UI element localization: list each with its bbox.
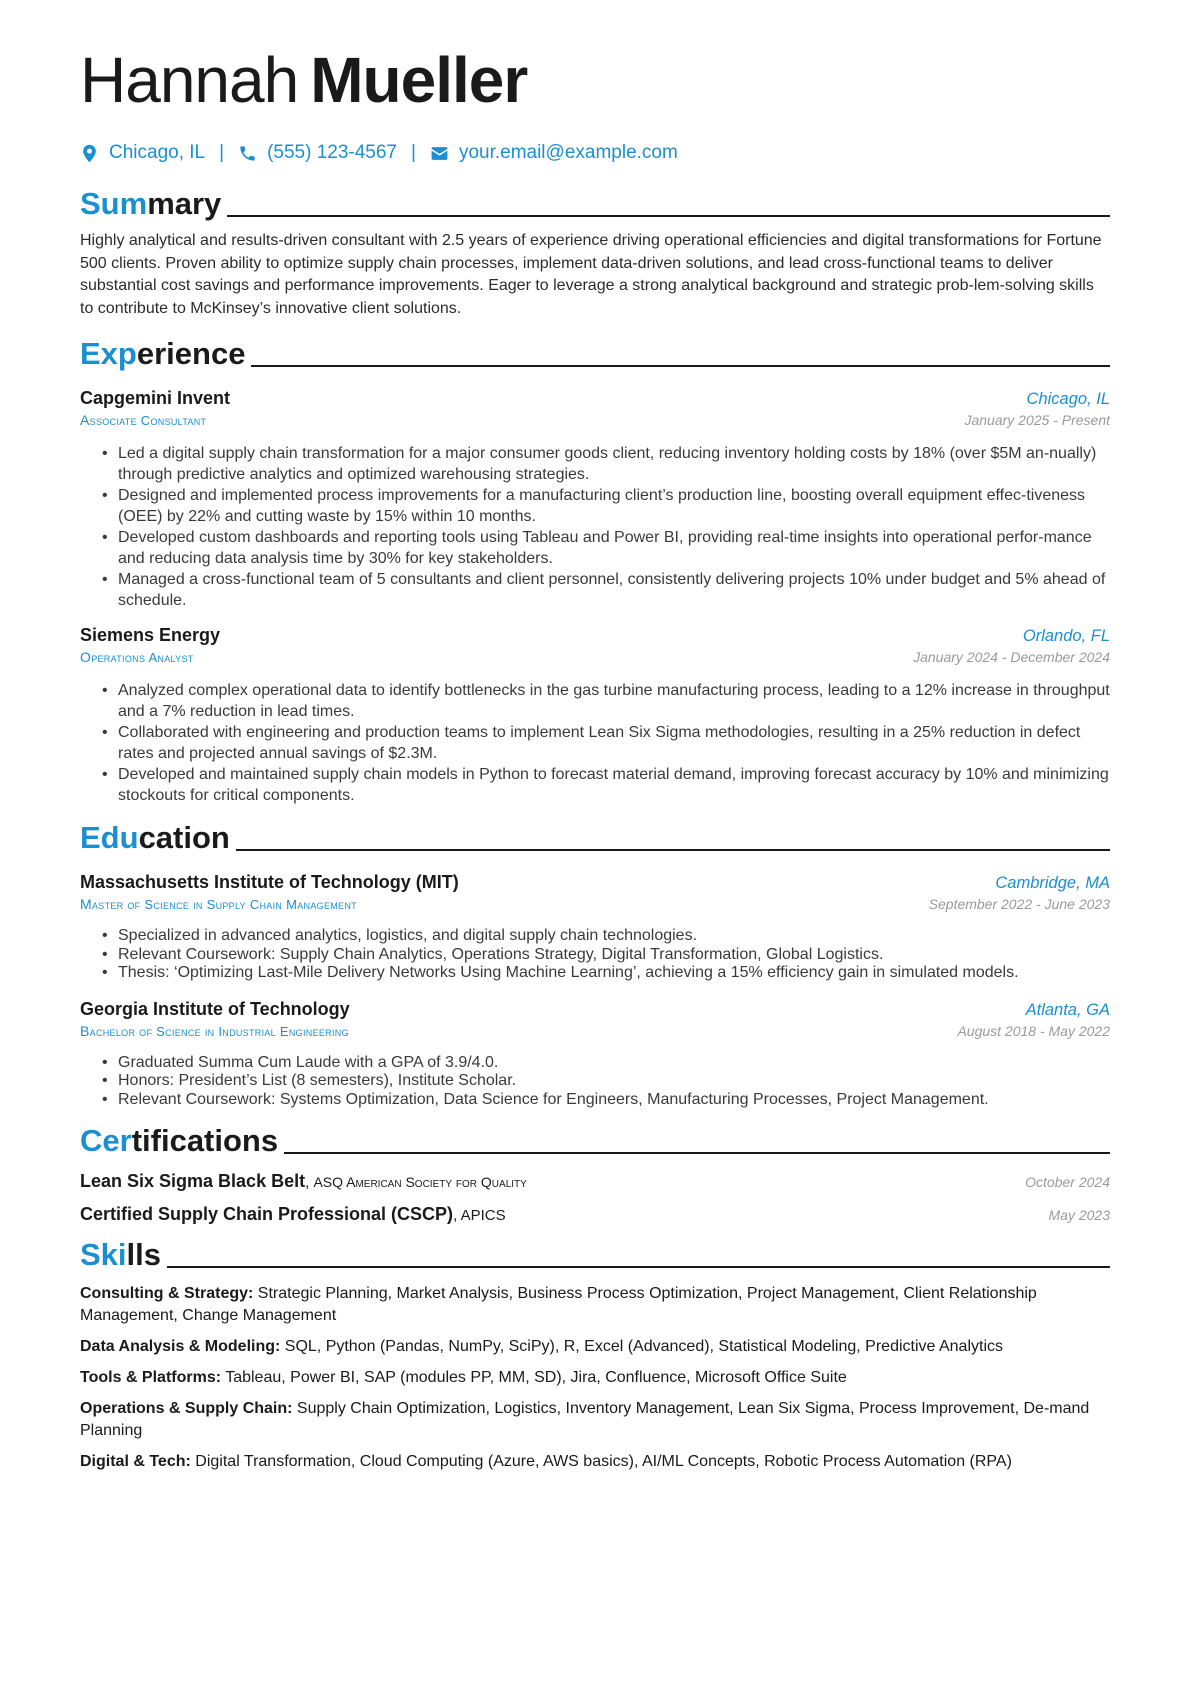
envelope-icon <box>430 144 449 163</box>
phone-text: (555) 123-4567 <box>267 142 397 163</box>
entry-bullets <box>80 443 1110 611</box>
certification-entry: Certified Supply Chain Professional (CSCP), APICS May 2023 <box>80 1204 1110 1224</box>
section-title <box>80 820 230 856</box>
last-name: Mueller <box>310 44 528 116</box>
skill-label: Operations & Supply Chain: <box>80 1400 293 1417</box>
section-title-accent: Cer <box>80 1123 132 1158</box>
skill-line <box>80 1398 1110 1442</box>
skill-value: SQL, Python (Pandas, NumPy, SciPy), R, Excel (Advanced), Statistical Modeling, Predictive Analytics <box>284 1338 1003 1355</box>
list-item: • Analyzed complex operational data to identify bottlenecks in the gas turbine manufacturing process, leading to a 12% increase in throughput and a 7% reduction in lead times. <box>102 680 1110 722</box>
location-text: Chicago, IL <box>109 142 206 163</box>
skill-value: Strategic Planning, Market Analysis, Business Process Optimization, Project Management, Client Relationship Management, Change Management <box>80 1285 1037 1324</box>
list-item: • Collaborated with engineering and production teams to implement Lean Six Sigma methodologies, resulting in a 25% reduction in defect rates and projected annual savings of $2.3M. <box>102 722 1110 764</box>
skills-heading <box>80 1233 1110 1273</box>
section-title <box>80 336 245 372</box>
section-title-rest: erience <box>136 336 246 371</box>
education-entry <box>80 997 1110 1110</box>
experience-entry <box>80 623 1110 806</box>
entry-bullets <box>80 1054 1110 1110</box>
skill-label: Consulting & Strategy: <box>80 1285 254 1302</box>
location-contact <box>80 142 205 164</box>
school-name: Georgia Institute of Technology <box>80 998 350 1019</box>
section-title-accent: Exp <box>80 336 137 371</box>
section-title-accent: Ski <box>80 1237 127 1272</box>
list-item: • Relevant Coursework: Supply Chain Analytics, Operations Strategy, Digital Transformation, Global Logistics. <box>102 946 1110 965</box>
list-item: • Developed custom dashboards and reporting tools using Tableau and Power BI, providing real-time insights into operational perfor-mance and reducing data analysis time by 30% for key stakeholders. <box>102 527 1110 569</box>
entry-bullets <box>80 680 1110 806</box>
summary-text: Highly analytical and results-driven consultant with 2.5 years of experience driving operational efficiencies and digital transformations for Fortune 500 clients. Proven ability to optimize supply chain processes, implement data-driven solutions, and lead cross-functional teams to deliver substantial cost savings and performance improvements. Eager to leverage a strong analytical background and strategic prob-lem-solving skills to contribute to McKinsey’s innovative client solutions. <box>80 232 1102 317</box>
section-title <box>80 186 221 222</box>
skill-label: Data Analysis & Modeling: <box>80 1338 281 1355</box>
section-title-accent: Sum <box>80 186 148 221</box>
skill-value: Tableau, Power BI, SAP (modules PP, MM, SD), Jira, Confluence, Microsoft Office Suite <box>225 1369 847 1386</box>
certification-name: Certified Supply Chain Professional (CSCP) <box>80 1204 454 1224</box>
section-title-rest: tifications <box>131 1123 279 1158</box>
skill-label: Digital & Tech: <box>80 1453 191 1470</box>
section-title-rest: mary <box>147 186 222 221</box>
skill-label: Tools & Platforms: <box>80 1369 222 1386</box>
skill-line <box>80 1451 1110 1473</box>
certification-date: May 2023 <box>1048 1207 1110 1223</box>
entry-location: Cambridge, MA <box>995 874 1110 892</box>
list-item: • Managed a cross-functional team of 5 consultants and client personnel, consistently delivering projects 10% under budget and 5% ahead of schedule. <box>102 569 1110 611</box>
certification-name: Lean Six Sigma Black Belt <box>80 1171 306 1191</box>
degree-title: Bachelor of Science in Industrial Engineering <box>80 1022 349 1039</box>
contact-separator: | <box>219 142 225 163</box>
list-item: • Thesis: ‘Optimizing Last-Mile Delivery Networks Using Machine Learning’, achieving a 15% efficiency gain in simulated models. <box>102 964 1110 983</box>
map-pin-icon <box>80 144 99 163</box>
entry-bullets <box>80 927 1110 983</box>
entry-dates: January 2024 - December 2024 <box>913 649 1110 665</box>
candidate-name <box>80 42 1110 118</box>
phone-icon <box>238 144 257 163</box>
experience-heading <box>80 332 1110 372</box>
certifications-heading <box>80 1119 1110 1159</box>
phone-contact[interactable] <box>238 142 397 164</box>
entry-location: Atlanta, GA <box>1025 1000 1110 1019</box>
skill-line <box>80 1367 1110 1389</box>
certification-date: October 2024 <box>1025 1174 1110 1190</box>
list-item: • Relevant Coursework: Systems Optimization, Data Science for Engineers, Manufacturing Processes, Project Management. <box>102 1091 1110 1110</box>
entry-dates: August 2018 - May 2022 <box>957 1022 1110 1039</box>
list-item: • Developed and maintained supply chain models in Python to forecast material demand, improving forecast accuracy by 10% and minimizing stockouts for critical components. <box>102 764 1110 806</box>
first-name: Hannah <box>80 44 299 116</box>
section-rule <box>227 215 1110 217</box>
certification-entry: Lean Six Sigma Black Belt, ASQ American Society for Quality October 2024 <box>80 1171 1110 1191</box>
section-title-rest: cation <box>138 820 230 855</box>
job-title: Operations Analyst <box>80 649 194 665</box>
section-title <box>80 1237 161 1273</box>
list-item: • Led a digital supply chain transformation for a major consumer goods client, reducing inventory holding costs by 18% (over $5M an-nually) through predictive analytics and optimized warehousing strategies. <box>102 443 1110 485</box>
certification-issuer: APICS <box>460 1207 506 1224</box>
list-item: • Designed and implemented process improvements for a manufacturing client’s production line, boosting overall equipment effec-tiveness (OEE) by 22% and cutting waste by 15% within 10 months. <box>102 485 1110 527</box>
section-rule <box>284 1152 1110 1154</box>
list-item: • Graduated Summa Cum Laude with a GPA of 3.9/4.0. <box>102 1054 1110 1073</box>
entry-dates: January 2025 - Present <box>964 412 1110 428</box>
experience-entry <box>80 386 1110 611</box>
skill-value: Digital Transformation, Cloud Computing (Azure, AWS basics), AI/ML Concepts, Robotic Process Automation (RPA) <box>195 1453 1012 1470</box>
education-entry <box>80 870 1110 983</box>
employer-name: Capgemini Invent <box>80 388 231 408</box>
email-contact[interactable] <box>430 142 678 164</box>
email-text: your.email@example.com <box>458 142 678 163</box>
section-rule <box>167 1266 1110 1268</box>
certification-issuer: ASQ American Society for Quality <box>313 1174 527 1190</box>
contact-separator: | <box>411 142 416 163</box>
skill-line <box>80 1283 1110 1327</box>
degree-title: Master of Science in Supply Chain Management <box>80 896 357 912</box>
section-title <box>80 1123 278 1159</box>
section-title-accent: Edu <box>80 820 139 855</box>
entry-dates: September 2022 - June 2023 <box>928 896 1110 912</box>
section-rule <box>236 849 1110 851</box>
summary-heading <box>80 182 1110 222</box>
skill-value: Supply Chain Optimization, Logistics, Inventory Management, Lean Six Sigma, Process Improvement, De-mand Planning <box>80 1400 1090 1439</box>
list-item: • Honors: President’s List (8 semesters), Institute Scholar. <box>102 1072 1110 1091</box>
education-heading <box>80 816 1110 856</box>
job-title: Associate Consultant <box>80 412 207 428</box>
list-item: • Specialized in advanced analytics, logistics, and digital supply chain technologies. <box>102 927 1110 946</box>
entry-location: Orlando, FL <box>1022 627 1110 645</box>
school-name: Massachusetts Institute of Technology (MIT) <box>80 872 459 892</box>
contact-line <box>80 140 1110 166</box>
employer-name: Siemens Energy <box>80 625 221 645</box>
skill-line <box>80 1336 1110 1358</box>
entry-location: Chicago, IL <box>1026 390 1110 408</box>
section-rule <box>251 365 1110 367</box>
section-title-rest: lls <box>126 1237 161 1272</box>
